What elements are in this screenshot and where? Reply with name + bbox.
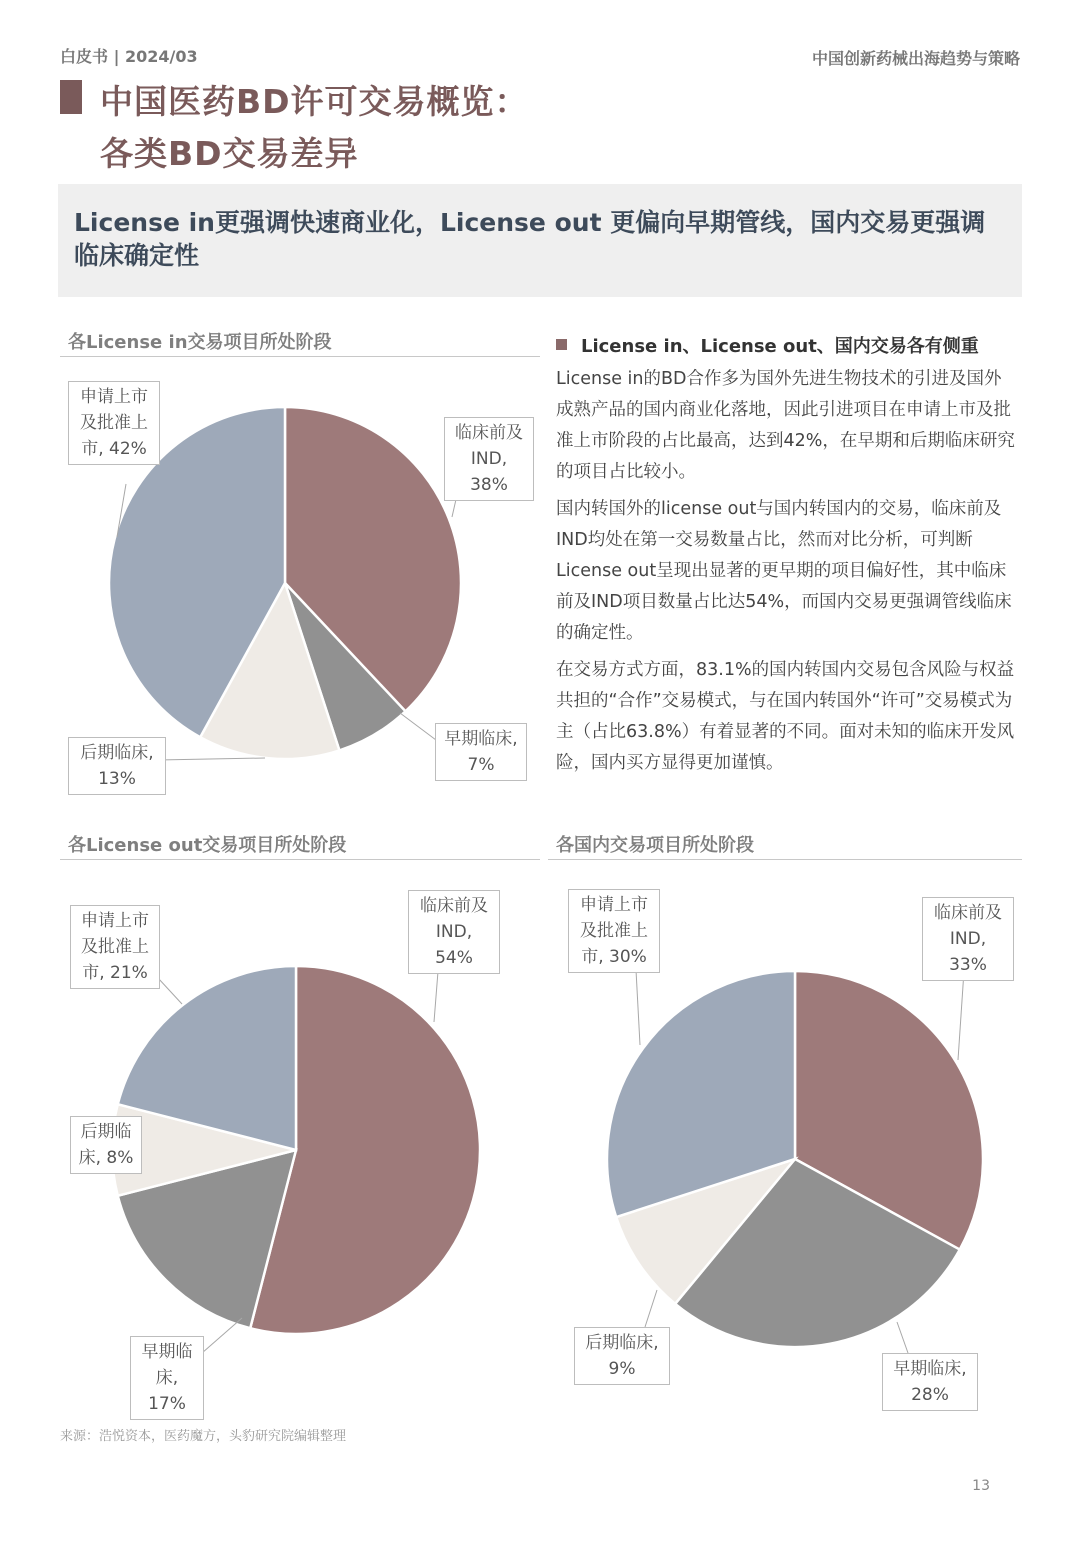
page-number: 13	[972, 1478, 990, 1494]
chart1-label-approval: 申请上市 及批准上 市, 42%	[68, 381, 160, 465]
analysis-heading-text: License in、License out、国内交易各有侧重	[581, 336, 979, 357]
header-doc-type: 白皮书 | 2024/03	[60, 47, 198, 66]
leader-line	[636, 970, 640, 1045]
leader-line	[400, 713, 436, 740]
chart1-title: 各License in交易项目所处阶段	[68, 332, 332, 353]
pie-chart-license-in	[109, 407, 461, 759]
chart2-label-preclinical: 临床前及 IND, 54%	[408, 890, 500, 974]
leader-line	[158, 758, 265, 760]
chart1-label-late: 后期临床, 13%	[68, 737, 166, 795]
pie-chart-domestic	[607, 971, 983, 1347]
analysis-paragraph-1: License in的BD合作多为国外先进生物技术的引进及国外成熟产品的国内商业化落地，因此引进项目在申请上市及批准上市阶段的占比最高，达到42%，在早期和后期临床研究的项目占比较小。	[556, 369, 1015, 482]
leader-line	[897, 1322, 908, 1353]
pie-chart-license-out	[112, 966, 480, 1334]
chart3-label-early: 早期临床, 28%	[882, 1353, 978, 1411]
analysis-paragraph-3: 在交易方式方面，83.1%的国内转国内交易包含风险与权益共担的“合作”交易模式，与在国内转国外“许可”交易模式为主（占比63.8%）有着显著的不同。面对未知的临床开发风险，国内买方显得更加谨慎。	[556, 660, 1015, 773]
source-note: 来源：浩悦资本，医药魔方，头豹研究院编辑整理	[60, 1429, 347, 1444]
chart2-title: 各License out交易项目所处阶段	[68, 835, 347, 856]
analysis-paragraph-2: 国内转国外的license out与国内转国内的交易，临床前及IND均处在第一交易数量占比，然而对比分析，可判断License out呈现出显著的更早期的项目偏好性，其中临床前及IND项目数量占比达54%，而国内交易更强调管线临床的确定性。	[556, 499, 1012, 643]
chart2-label-approval: 申请上市 及批准上 市, 21%	[70, 905, 160, 989]
chart2-label-late: 后期临 床, 8%	[70, 1116, 142, 1174]
chart1-label-early: 早期临床, 7%	[435, 723, 527, 781]
page-title-line1: 中国医药BD许可交易概览：	[100, 82, 529, 121]
header-doc-title: 中国创新药械出海趋势与策略	[811, 49, 1020, 68]
summary-banner-text: License in更强调快速商业化，License out 更偏向早期管线，国内交易更强调临床确定性	[74, 208, 986, 270]
leader-line	[645, 1290, 657, 1327]
chart3-label-preclinical: 临床前及 IND, 33%	[922, 897, 1014, 981]
leader-line	[158, 978, 182, 1004]
chart3-label-late: 后期临床, 9%	[574, 1327, 670, 1385]
chart1-label-preclinical: 临床前及 IND, 38%	[444, 417, 534, 501]
chart3-title: 各国内交易项目所处阶段	[556, 835, 754, 856]
chart3-label-approval: 申请上市 及批准上 市, 30%	[568, 889, 660, 973]
chart2-label-early: 早期临 床, 17%	[130, 1336, 204, 1420]
page-title-line2: 各类BD交易差异	[100, 134, 359, 173]
